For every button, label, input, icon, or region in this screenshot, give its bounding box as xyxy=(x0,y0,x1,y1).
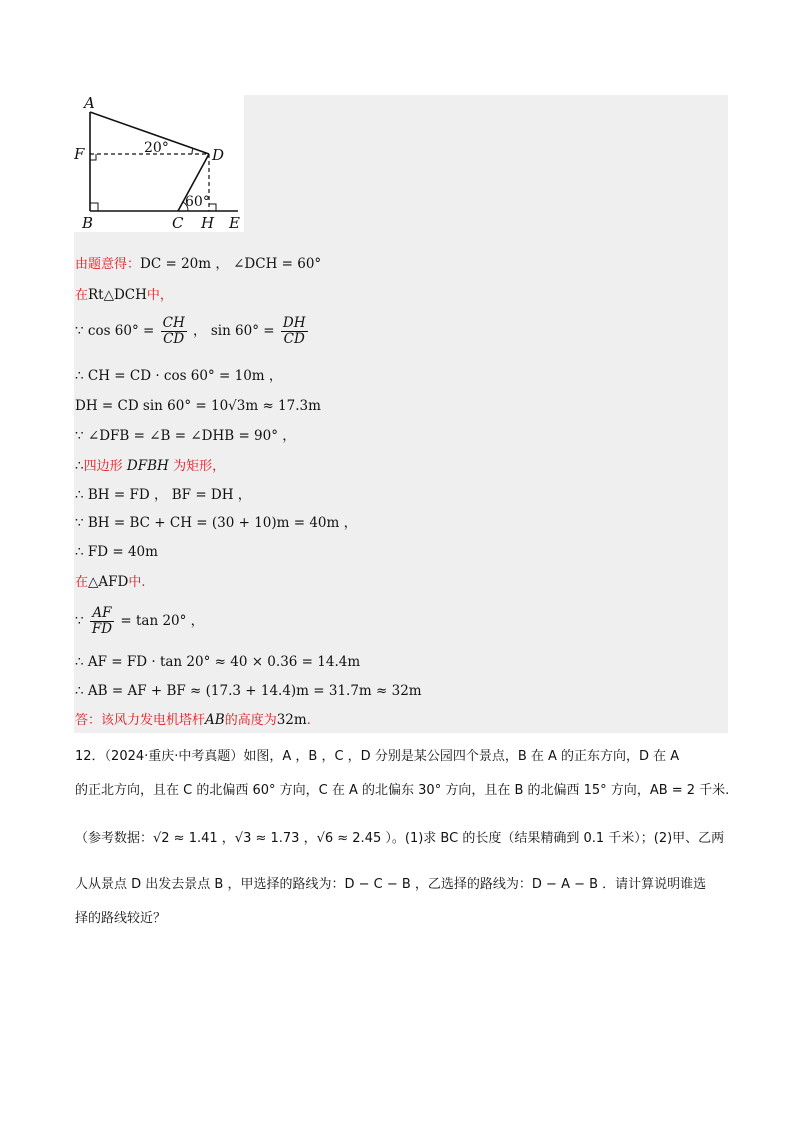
fraction-dh-cd: $\frac{DH}{CD}$ xyxy=(282,315,306,347)
solution-line-7: ∴四边形 DFBH 为矩形， xyxy=(75,458,226,474)
question-line-3: （参考数据：√2 ≈ 1.41 ，√3 ≈ 1.73 ，√6 ≈ 2.45 ）。(1)求 BC 的长度（结果精确到 0.1 千米）；(2)甲、乙两 xyxy=(75,831,725,846)
right-angle-h xyxy=(209,204,216,211)
solution-line-13: ∴ AF = FD · tan 20° ≈ 40 × 0.36 = 14.4m xyxy=(75,654,361,670)
label-a: A xyxy=(84,94,95,112)
tower-diagram xyxy=(74,92,244,232)
label-f: F xyxy=(74,145,85,163)
question-line-5: 择的路线较近？ xyxy=(75,911,167,926)
solution-line-10: ∴ FD = 40m xyxy=(75,544,158,560)
solution-line-1: 由题意得：DC = 20m ， ∠DCH = 60° xyxy=(75,256,322,272)
right-angle-b xyxy=(90,203,98,211)
label-d: D xyxy=(212,146,225,164)
answer-line: 答：该风力发电机塔杆AB的高度为32m. xyxy=(75,712,311,728)
solution-line-6: ∵ ∠DFB = ∠B = ∠DHB = 90° ， xyxy=(75,428,296,444)
solution-line-5: DH = CD sin 60° = 10√3m ≈ 17.3m xyxy=(75,398,321,414)
geometry-figure xyxy=(74,92,244,232)
solution-line-12: ∵ $\frac{AF}{FD}$ = tan 20° ， xyxy=(75,605,205,637)
label-b: B xyxy=(82,214,94,232)
angle-label-60: 60° xyxy=(185,194,210,210)
solution-line-4: ∴ CH = CD · cos 60° = 10m ， xyxy=(75,368,283,384)
fraction-ch-cd: $\frac{CH}{CD}$ xyxy=(162,315,185,347)
solution-line-9: ∵ BH = BC + CH = (30 + 10)m = 40m ， xyxy=(75,515,358,531)
solution-line-8: ∴ BH = FD ， BF = DH ， xyxy=(75,487,252,503)
label-h: H xyxy=(201,214,215,232)
angle-label-20: 20° xyxy=(144,140,169,156)
question-line-1: 12．（2024·重庆·中考真题）如图，A ，B ，C ，D 分别是某公园四个景点，B 在 A 的正东方向，D 在 A xyxy=(75,749,680,764)
right-angle-f xyxy=(90,154,96,160)
label-e: E xyxy=(229,214,240,232)
solution-line-3: ∵ cos 60° = $\frac{CH}{CD}$ ， sin 60° = $\frac{DH}{CD}$ xyxy=(75,315,306,347)
question-line-4: 人从景点 D 出发去景点 B ，甲选择的路线为：D − C − B ，乙选择的路线为：D − A − B ．请计算说明谁选 xyxy=(75,877,707,892)
solution-line-14: ∴ AB = AF + BF ≈ (17.3 + 14.4)m = 31.7m ≈ 32m xyxy=(75,683,422,699)
solution-line-2: 在Rt△DCH中， xyxy=(75,287,173,303)
solution-line-11: 在△AFD中. xyxy=(75,574,146,590)
fraction-af-fd: $\frac{AF}{FD}$ xyxy=(91,605,113,637)
question-line-2: 的正北方向，且在 C 的北偏西 60° 方向，C 在 A 的北偏东 30° 方向，且在 B 的北偏西 15° 方向，AB = 2 千米. xyxy=(75,783,730,798)
label-c: C xyxy=(172,214,184,232)
